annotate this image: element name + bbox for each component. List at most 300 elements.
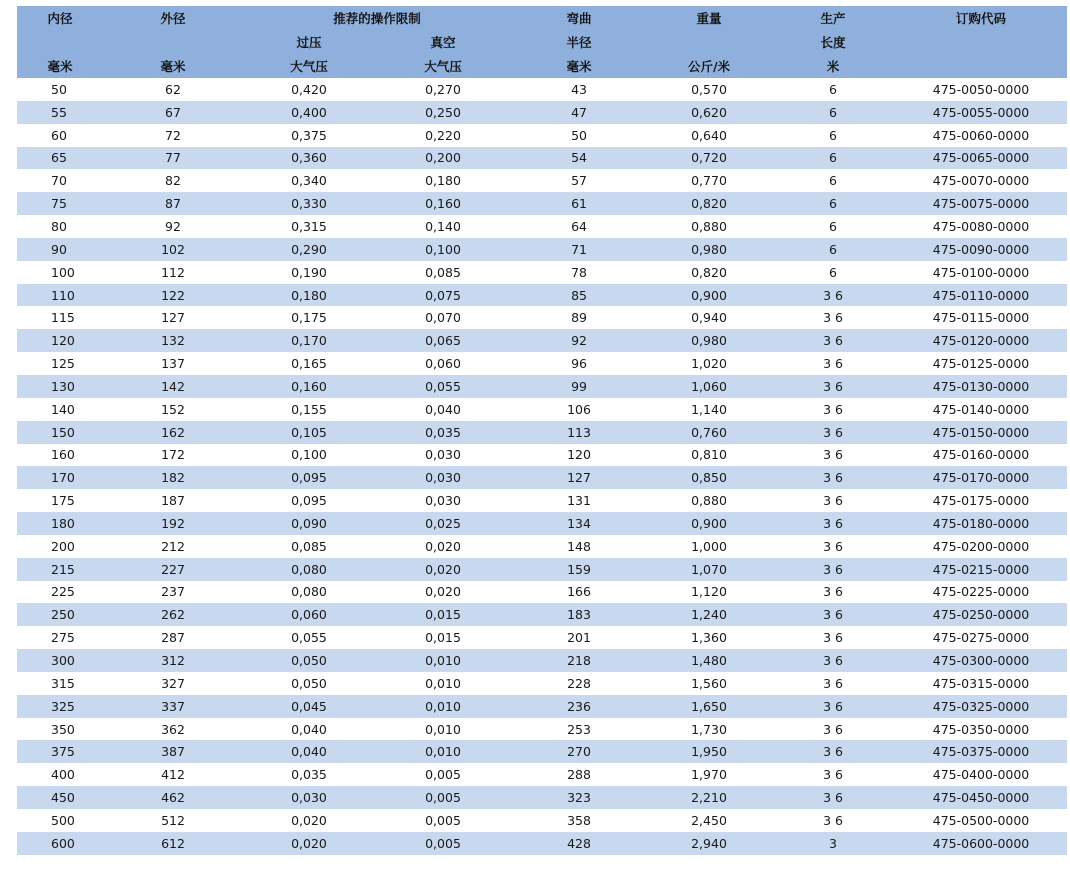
- cell-outer-diameter: 102: [103, 238, 243, 261]
- cell-weight: 0,640: [647, 124, 771, 147]
- cell-inner-diameter: 70: [17, 169, 103, 192]
- cell-overpressure: 0,085: [243, 535, 375, 558]
- cell-weight: 1,730: [647, 718, 771, 741]
- cell-inner-diameter: 500: [17, 809, 103, 832]
- cell-bend-radius: 183: [511, 603, 647, 626]
- cell-length: 3 6: [771, 375, 895, 398]
- cell-bend-radius: 43: [511, 78, 647, 101]
- cell-overpressure: 0,190: [243, 261, 375, 284]
- cell-bend-radius: 201: [511, 626, 647, 649]
- cell-inner-diameter: 90: [17, 238, 103, 261]
- table-row: [17, 832, 1067, 855]
- cell-inner-diameter: 110: [17, 284, 103, 307]
- cell-overpressure: 0,040: [243, 740, 375, 763]
- cell-bend-radius: 358: [511, 809, 647, 832]
- cell-order-code: 475-0160-0000: [895, 444, 1067, 467]
- cell-vacuum: 0,060: [375, 352, 511, 375]
- cell-inner-diameter: 600: [17, 832, 103, 855]
- cell-weight: 1,000: [647, 535, 771, 558]
- header-blank: [103, 30, 243, 53]
- cell-overpressure: 0,060: [243, 603, 375, 626]
- cell-overpressure: 0,080: [243, 581, 375, 604]
- cell-outer-diameter: 237: [103, 581, 243, 604]
- header-pressure-limits: 推荐的操作限制: [243, 6, 511, 30]
- cell-bend-radius: 99: [511, 375, 647, 398]
- table-body: [17, 78, 1067, 855]
- cell-order-code: 475-0120-0000: [895, 329, 1067, 352]
- hose-spec-table: [17, 6, 1067, 855]
- cell-overpressure: 0,175: [243, 306, 375, 329]
- cell-bend-radius: 113: [511, 421, 647, 444]
- cell-weight: 0,900: [647, 512, 771, 535]
- cell-outer-diameter: 182: [103, 466, 243, 489]
- header-blank: [895, 30, 1067, 53]
- cell-order-code: 475-0080-0000: [895, 215, 1067, 238]
- cell-order-code: 475-0090-0000: [895, 238, 1067, 261]
- cell-outer-diameter: 82: [103, 169, 243, 192]
- cell-overpressure: 0,050: [243, 672, 375, 695]
- cell-outer-diameter: 612: [103, 832, 243, 855]
- header-outer-diameter: 外径: [103, 6, 243, 30]
- cell-weight: 2,940: [647, 832, 771, 855]
- cell-overpressure: 0,080: [243, 558, 375, 581]
- cell-order-code: 475-0250-0000: [895, 603, 1067, 626]
- header-blank: [17, 30, 103, 53]
- cell-weight: 0,880: [647, 489, 771, 512]
- cell-inner-diameter: 180: [17, 512, 103, 535]
- cell-vacuum: 0,005: [375, 809, 511, 832]
- cell-overpressure: 0,160: [243, 375, 375, 398]
- unit-outer-diameter: 毫米: [103, 53, 243, 78]
- cell-inner-diameter: 130: [17, 375, 103, 398]
- cell-outer-diameter: 127: [103, 306, 243, 329]
- cell-overpressure: 0,020: [243, 809, 375, 832]
- cell-order-code: 475-0450-0000: [895, 786, 1067, 809]
- cell-length: 3 6: [771, 558, 895, 581]
- header-blank: [895, 53, 1067, 78]
- cell-overpressure: 0,035: [243, 763, 375, 786]
- cell-vacuum: 0,030: [375, 489, 511, 512]
- table-row: [17, 78, 1067, 101]
- cell-order-code: 475-0315-0000: [895, 672, 1067, 695]
- cell-weight: 1,360: [647, 626, 771, 649]
- unit-radius: 毫米: [511, 53, 647, 78]
- cell-length: 6: [771, 215, 895, 238]
- cell-vacuum: 0,010: [375, 740, 511, 763]
- cell-overpressure: 0,340: [243, 169, 375, 192]
- table-row: [17, 101, 1067, 124]
- cell-overpressure: 0,360: [243, 147, 375, 170]
- header-length: 长度: [771, 30, 895, 53]
- cell-length: 3 6: [771, 740, 895, 763]
- cell-vacuum: 0,035: [375, 421, 511, 444]
- cell-bend-radius: 120: [511, 444, 647, 467]
- cell-vacuum: 0,020: [375, 581, 511, 604]
- cell-vacuum: 0,085: [375, 261, 511, 284]
- table-row: [17, 466, 1067, 489]
- cell-order-code: 475-0140-0000: [895, 398, 1067, 421]
- cell-length: 3: [771, 832, 895, 855]
- table-row: [17, 306, 1067, 329]
- cell-order-code: 475-0130-0000: [895, 375, 1067, 398]
- cell-weight: 1,480: [647, 649, 771, 672]
- cell-vacuum: 0,010: [375, 718, 511, 741]
- cell-length: 3 6: [771, 672, 895, 695]
- header-radius: 半径: [511, 30, 647, 53]
- cell-inner-diameter: 400: [17, 763, 103, 786]
- cell-order-code: 475-0100-0000: [895, 261, 1067, 284]
- cell-bend-radius: 47: [511, 101, 647, 124]
- cell-inner-diameter: 275: [17, 626, 103, 649]
- cell-order-code: 475-0500-0000: [895, 809, 1067, 832]
- cell-inner-diameter: 55: [17, 101, 103, 124]
- cell-bend-radius: 218: [511, 649, 647, 672]
- cell-length: 6: [771, 78, 895, 101]
- cell-bend-radius: 50: [511, 124, 647, 147]
- cell-bend-radius: 78: [511, 261, 647, 284]
- cell-overpressure: 0,170: [243, 329, 375, 352]
- cell-overpressure: 0,045: [243, 695, 375, 718]
- cell-bend-radius: 253: [511, 718, 647, 741]
- cell-order-code: 475-0225-0000: [895, 581, 1067, 604]
- cell-outer-diameter: 327: [103, 672, 243, 695]
- cell-bend-radius: 166: [511, 581, 647, 604]
- cell-order-code: 475-0060-0000: [895, 124, 1067, 147]
- table-row: [17, 192, 1067, 215]
- table-row: [17, 535, 1067, 558]
- cell-vacuum: 0,005: [375, 832, 511, 855]
- cell-weight: 0,820: [647, 261, 771, 284]
- cell-overpressure: 0,155: [243, 398, 375, 421]
- table-row: [17, 284, 1067, 307]
- cell-length: 3 6: [771, 306, 895, 329]
- cell-vacuum: 0,180: [375, 169, 511, 192]
- table-header: [17, 6, 1067, 78]
- table-row: [17, 581, 1067, 604]
- cell-length: 3 6: [771, 695, 895, 718]
- cell-vacuum: 0,005: [375, 786, 511, 809]
- cell-outer-diameter: 172: [103, 444, 243, 467]
- cell-bend-radius: 96: [511, 352, 647, 375]
- unit-length: 米: [771, 53, 895, 78]
- cell-bend-radius: 148: [511, 535, 647, 558]
- cell-length: 3 6: [771, 512, 895, 535]
- cell-order-code: 475-0110-0000: [895, 284, 1067, 307]
- table-row: [17, 512, 1067, 535]
- cell-order-code: 475-0125-0000: [895, 352, 1067, 375]
- cell-order-code: 475-0350-0000: [895, 718, 1067, 741]
- cell-overpressure: 0,030: [243, 786, 375, 809]
- cell-weight: 0,850: [647, 466, 771, 489]
- header-row-1: [17, 6, 1067, 30]
- header-bend: 弯曲: [511, 6, 647, 30]
- cell-order-code: 475-0055-0000: [895, 101, 1067, 124]
- cell-outer-diameter: 92: [103, 215, 243, 238]
- cell-bend-radius: 228: [511, 672, 647, 695]
- cell-overpressure: 0,100: [243, 444, 375, 467]
- cell-inner-diameter: 100: [17, 261, 103, 284]
- header-production: 生产: [771, 6, 895, 30]
- cell-outer-diameter: 212: [103, 535, 243, 558]
- cell-bend-radius: 159: [511, 558, 647, 581]
- cell-inner-diameter: 140: [17, 398, 103, 421]
- cell-bend-radius: 106: [511, 398, 647, 421]
- cell-order-code: 475-0300-0000: [895, 649, 1067, 672]
- cell-inner-diameter: 450: [17, 786, 103, 809]
- table-row: [17, 558, 1067, 581]
- cell-outer-diameter: 412: [103, 763, 243, 786]
- table-row: [17, 786, 1067, 809]
- cell-vacuum: 0,005: [375, 763, 511, 786]
- cell-vacuum: 0,030: [375, 444, 511, 467]
- cell-vacuum: 0,140: [375, 215, 511, 238]
- cell-length: 3 6: [771, 489, 895, 512]
- cell-outer-diameter: 362: [103, 718, 243, 741]
- cell-order-code: 475-0215-0000: [895, 558, 1067, 581]
- cell-outer-diameter: 387: [103, 740, 243, 763]
- table-row: [17, 261, 1067, 284]
- cell-bend-radius: 92: [511, 329, 647, 352]
- table-row: [17, 763, 1067, 786]
- header-weight: 重量: [647, 6, 771, 30]
- cell-vacuum: 0,015: [375, 603, 511, 626]
- cell-weight: 1,650: [647, 695, 771, 718]
- cell-outer-diameter: 312: [103, 649, 243, 672]
- cell-inner-diameter: 375: [17, 740, 103, 763]
- cell-vacuum: 0,250: [375, 101, 511, 124]
- cell-weight: 0,760: [647, 421, 771, 444]
- cell-outer-diameter: 67: [103, 101, 243, 124]
- cell-vacuum: 0,065: [375, 329, 511, 352]
- cell-vacuum: 0,160: [375, 192, 511, 215]
- cell-outer-diameter: 87: [103, 192, 243, 215]
- cell-order-code: 475-0050-0000: [895, 78, 1067, 101]
- cell-overpressure: 0,090: [243, 512, 375, 535]
- cell-length: 6: [771, 124, 895, 147]
- cell-vacuum: 0,025: [375, 512, 511, 535]
- cell-outer-diameter: 152: [103, 398, 243, 421]
- table-row: [17, 718, 1067, 741]
- cell-weight: 1,120: [647, 581, 771, 604]
- cell-weight: 0,980: [647, 329, 771, 352]
- unit-overpressure: 大气压: [243, 53, 375, 78]
- cell-inner-diameter: 225: [17, 581, 103, 604]
- cell-length: 3 6: [771, 466, 895, 489]
- cell-inner-diameter: 250: [17, 603, 103, 626]
- cell-order-code: 475-0065-0000: [895, 147, 1067, 170]
- cell-inner-diameter: 325: [17, 695, 103, 718]
- cell-overpressure: 0,400: [243, 101, 375, 124]
- cell-inner-diameter: 160: [17, 444, 103, 467]
- cell-bend-radius: 85: [511, 284, 647, 307]
- cell-order-code: 475-0325-0000: [895, 695, 1067, 718]
- cell-inner-diameter: 175: [17, 489, 103, 512]
- cell-order-code: 475-0180-0000: [895, 512, 1067, 535]
- cell-length: 6: [771, 101, 895, 124]
- cell-bend-radius: 323: [511, 786, 647, 809]
- cell-length: 3 6: [771, 809, 895, 832]
- cell-weight: 0,820: [647, 192, 771, 215]
- cell-overpressure: 0,420: [243, 78, 375, 101]
- cell-order-code: 475-0070-0000: [895, 169, 1067, 192]
- cell-outer-diameter: 227: [103, 558, 243, 581]
- table-row: [17, 603, 1067, 626]
- cell-length: 3 6: [771, 444, 895, 467]
- cell-overpressure: 0,095: [243, 489, 375, 512]
- cell-order-code: 475-0400-0000: [895, 763, 1067, 786]
- cell-weight: 0,720: [647, 147, 771, 170]
- table-row: [17, 352, 1067, 375]
- table-row: [17, 147, 1067, 170]
- cell-weight: 0,570: [647, 78, 771, 101]
- cell-length: 6: [771, 238, 895, 261]
- cell-inner-diameter: 75: [17, 192, 103, 215]
- cell-length: 3 6: [771, 718, 895, 741]
- cell-length: 6: [771, 147, 895, 170]
- cell-vacuum: 0,010: [375, 695, 511, 718]
- cell-outer-diameter: 512: [103, 809, 243, 832]
- cell-outer-diameter: 462: [103, 786, 243, 809]
- cell-length: 3 6: [771, 603, 895, 626]
- cell-length: 3 6: [771, 581, 895, 604]
- cell-vacuum: 0,200: [375, 147, 511, 170]
- cell-overpressure: 0,315: [243, 215, 375, 238]
- header-inner-diameter: 内径: [17, 6, 103, 30]
- cell-weight: 0,900: [647, 284, 771, 307]
- table-row: [17, 626, 1067, 649]
- cell-bend-radius: 89: [511, 306, 647, 329]
- cell-inner-diameter: 350: [17, 718, 103, 741]
- cell-vacuum: 0,040: [375, 398, 511, 421]
- table-row: [17, 421, 1067, 444]
- table-row: [17, 238, 1067, 261]
- cell-bend-radius: 288: [511, 763, 647, 786]
- cell-inner-diameter: 200: [17, 535, 103, 558]
- cell-overpressure: 0,050: [243, 649, 375, 672]
- cell-order-code: 475-0175-0000: [895, 489, 1067, 512]
- cell-outer-diameter: 137: [103, 352, 243, 375]
- cell-bend-radius: 127: [511, 466, 647, 489]
- cell-order-code: 475-0375-0000: [895, 740, 1067, 763]
- cell-length: 3 6: [771, 421, 895, 444]
- header-vacuum: 真空: [375, 30, 511, 53]
- table-row: [17, 375, 1067, 398]
- cell-weight: 1,070: [647, 558, 771, 581]
- table-row: [17, 329, 1067, 352]
- table-row: [17, 695, 1067, 718]
- cell-length: 3 6: [771, 352, 895, 375]
- cell-vacuum: 0,220: [375, 124, 511, 147]
- cell-outer-diameter: 72: [103, 124, 243, 147]
- cell-order-code: 475-0170-0000: [895, 466, 1067, 489]
- unit-weight: 公斤/米: [647, 53, 771, 78]
- cell-weight: 1,560: [647, 672, 771, 695]
- table-row: [17, 398, 1067, 421]
- cell-weight: 0,810: [647, 444, 771, 467]
- cell-outer-diameter: 132: [103, 329, 243, 352]
- cell-outer-diameter: 287: [103, 626, 243, 649]
- cell-outer-diameter: 337: [103, 695, 243, 718]
- unit-vacuum: 大气压: [375, 53, 511, 78]
- cell-overpressure: 0,165: [243, 352, 375, 375]
- cell-vacuum: 0,010: [375, 649, 511, 672]
- cell-overpressure: 0,040: [243, 718, 375, 741]
- cell-weight: 0,880: [647, 215, 771, 238]
- cell-length: 6: [771, 169, 895, 192]
- cell-weight: 2,210: [647, 786, 771, 809]
- cell-bend-radius: 131: [511, 489, 647, 512]
- cell-inner-diameter: 125: [17, 352, 103, 375]
- cell-weight: 1,140: [647, 398, 771, 421]
- cell-length: 3 6: [771, 535, 895, 558]
- cell-overpressure: 0,330: [243, 192, 375, 215]
- table-row: [17, 124, 1067, 147]
- cell-outer-diameter: 62: [103, 78, 243, 101]
- cell-vacuum: 0,020: [375, 535, 511, 558]
- cell-length: 3 6: [771, 649, 895, 672]
- cell-bend-radius: 54: [511, 147, 647, 170]
- cell-outer-diameter: 122: [103, 284, 243, 307]
- cell-overpressure: 0,180: [243, 284, 375, 307]
- cell-overpressure: 0,055: [243, 626, 375, 649]
- cell-bend-radius: 57: [511, 169, 647, 192]
- cell-inner-diameter: 50: [17, 78, 103, 101]
- header-blank: [647, 30, 771, 53]
- cell-weight: 1,060: [647, 375, 771, 398]
- table-row: [17, 649, 1067, 672]
- cell-inner-diameter: 120: [17, 329, 103, 352]
- cell-length: 3 6: [771, 626, 895, 649]
- cell-outer-diameter: 192: [103, 512, 243, 535]
- cell-overpressure: 0,290: [243, 238, 375, 261]
- cell-inner-diameter: 300: [17, 649, 103, 672]
- table-row: [17, 809, 1067, 832]
- cell-weight: 1,970: [647, 763, 771, 786]
- cell-bend-radius: 71: [511, 238, 647, 261]
- cell-bend-radius: 134: [511, 512, 647, 535]
- cell-vacuum: 0,270: [375, 78, 511, 101]
- cell-order-code: 475-0600-0000: [895, 832, 1067, 855]
- cell-inner-diameter: 65: [17, 147, 103, 170]
- cell-outer-diameter: 112: [103, 261, 243, 284]
- cell-length: 6: [771, 261, 895, 284]
- cell-bend-radius: 236: [511, 695, 647, 718]
- cell-weight: 1,950: [647, 740, 771, 763]
- cell-outer-diameter: 187: [103, 489, 243, 512]
- unit-inner-diameter: 毫米: [17, 53, 103, 78]
- cell-bend-radius: 428: [511, 832, 647, 855]
- cell-overpressure: 0,375: [243, 124, 375, 147]
- cell-vacuum: 0,030: [375, 466, 511, 489]
- cell-length: 3 6: [771, 398, 895, 421]
- cell-overpressure: 0,105: [243, 421, 375, 444]
- header-row-units: [17, 53, 1067, 78]
- cell-inner-diameter: 215: [17, 558, 103, 581]
- cell-vacuum: 0,020: [375, 558, 511, 581]
- cell-weight: 2,450: [647, 809, 771, 832]
- table-row: [17, 489, 1067, 512]
- cell-bend-radius: 61: [511, 192, 647, 215]
- cell-weight: 0,940: [647, 306, 771, 329]
- cell-vacuum: 0,075: [375, 284, 511, 307]
- cell-vacuum: 0,055: [375, 375, 511, 398]
- cell-outer-diameter: 162: [103, 421, 243, 444]
- table-row: [17, 215, 1067, 238]
- cell-outer-diameter: 142: [103, 375, 243, 398]
- table-row: [17, 169, 1067, 192]
- cell-bend-radius: 270: [511, 740, 647, 763]
- cell-length: 6: [771, 192, 895, 215]
